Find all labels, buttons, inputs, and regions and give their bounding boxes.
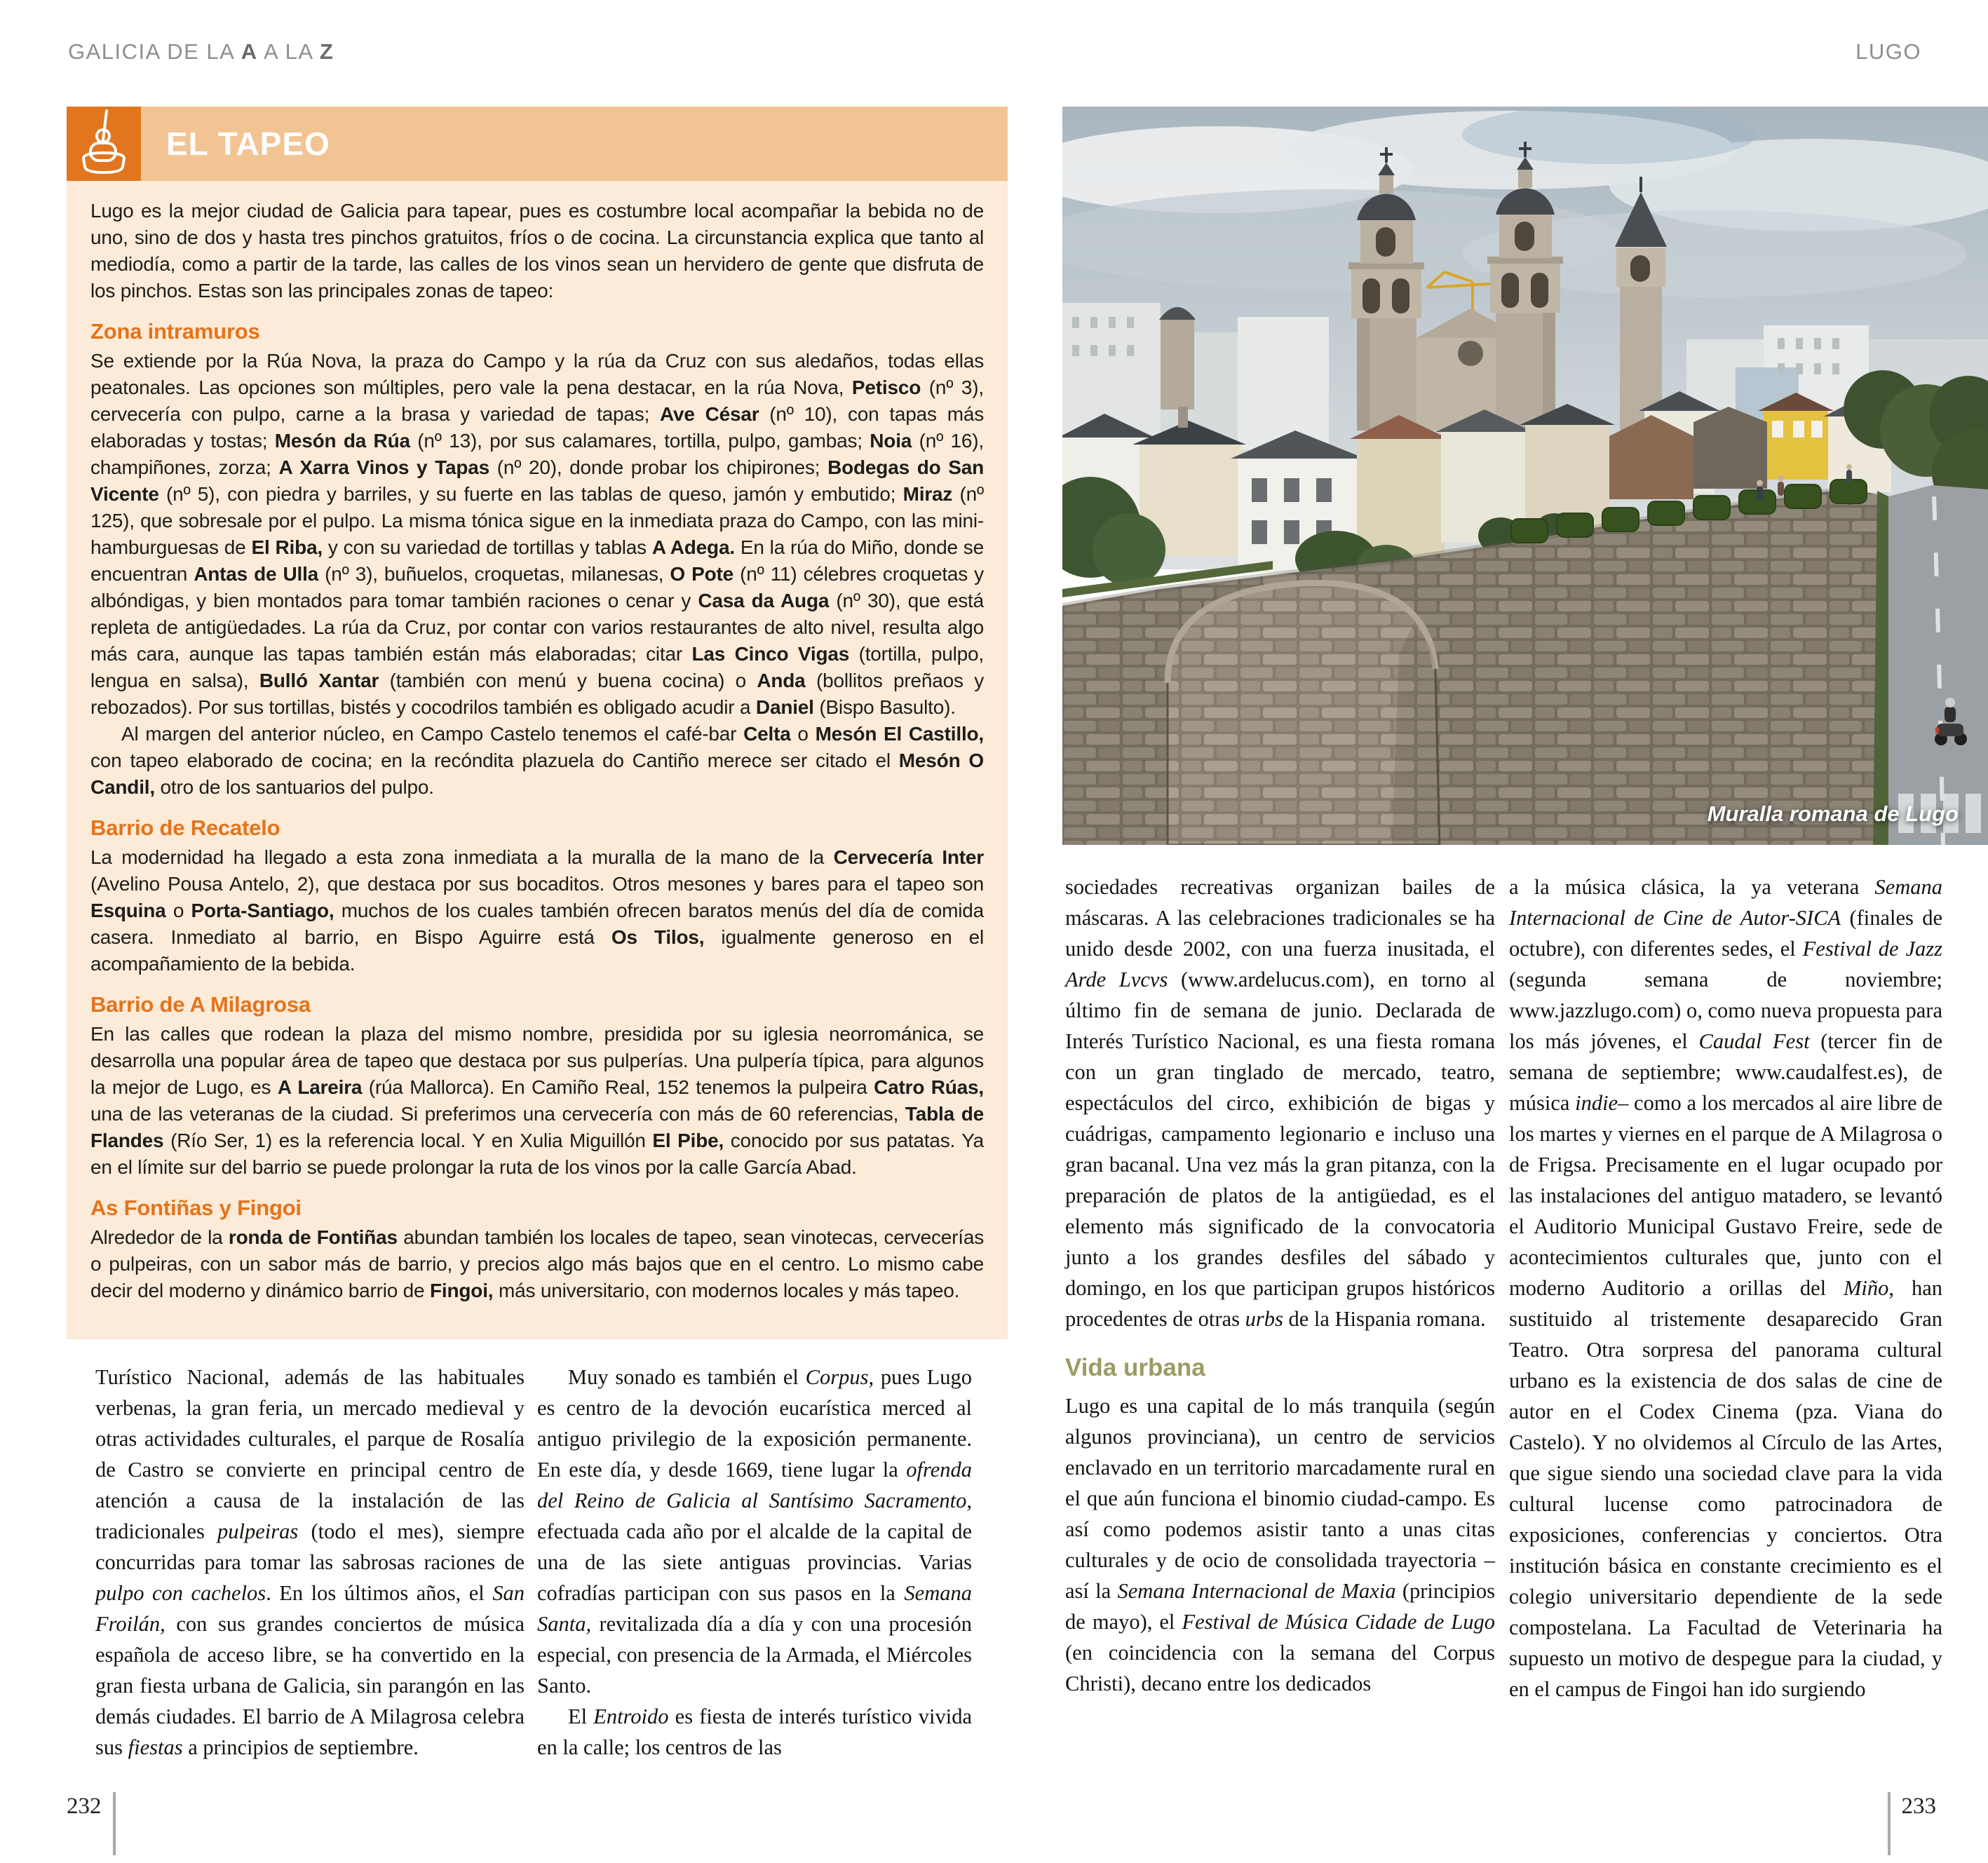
folio-bar <box>1888 1792 1891 1855</box>
folio-left <box>67 1792 116 1855</box>
page-number-right: 233 <box>1901 1794 1936 1819</box>
section-paragraph: Alrededor de la ronda de Fontiñas abundan también los locales de tapeo, sean vinotecas, cervecerías o pulpeiras, con un sabor más de barrio, y precios algo más bajos que en el centro. Lo mismo cabe decir del moderno y dinámico barrio de Fingoi, más universitario, con modernos locales y más tapeo. <box>90 1226 984 1301</box>
section-paragraph: En las calles que rodean la plaza del mismo nombre, presidida por su iglesia neorrománica, se desarrolla una popular área de tapeo que destaca por sus pulperías. Una pulpería típica, para algunos la mejor de Lugo, es A Lareira (rúa Mallorca). En Camiño Real, 152 tenemos la pulpeira Catro Rúas, una de las veteranas de la ciudad. Si preferimos una cervecería con más de 60 referencias, Tabla de Flandes (Río Ser, 1) es la referencia local. Y en Xulia Miguillón El Pibe, conocido por sus patatas. Ya en el límite sur del barrio se puede prolongar la ruta de los vinos por la calle García Abad. <box>90 1023 985 1178</box>
section-heading-fontinas-fingoi: As Fontiñas y Fingoi <box>90 1195 302 1220</box>
section-heading-zona-intramuros: Zona intramuros <box>90 319 260 344</box>
muralla-photo <box>1062 107 1988 845</box>
el-tapeo-box <box>67 107 1008 1339</box>
column-right-2 <box>1509 872 1942 1829</box>
folio-bar <box>113 1792 116 1855</box>
paragraph: Turístico Nacional, además de las habituales verbenas, la gran feria, un mercado medieval y otras actividades culturales, el parque de Rosalía de Castro se convierte en principal centro de atención a causa de la instalación de las tradicionales pulpeiras (todo el mes), siempre concurridas para tomar las sabrosas raciones de pulpo con cachelos. En los últimos años, el San Froilán, con sus grandes conciertos de música española de acceso libre, se ha convertido en la gran fiesta urbana de Galicia, sin parangón en las demás ciudades. El barrio de A Milagrosa celebra sus fiestas a principios de septiembre. <box>95 1365 525 1759</box>
paragraph: Muy sonado es también el Corpus, pues Lugo es centro de la devoción eucarística merced al antiguo privilegio de la exposición permanente. En este día, y desde 1669, tiene lugar la ofrenda del Reino de Galicia al Santísimo Sacramento, efectuada cada año por el alcalde de la capital de una de las siete antiguas provincias. Varias cofradías participan con sus pasos en la Semana Santa, revitalizada día a día y con una procesión especial, con presencia de la Armada, el Miércoles Santo. <box>537 1365 972 1698</box>
photo-illustration <box>1062 107 1988 845</box>
paragraph: sociedades recreativas organizan bailes de máscaras. A las celebraciones tradicionales se ha unido desde 2002, con una fuerza inusitada, el Arde Lvcvs (www.ardelucus.com), en torno al último fin de semana de junio. Declarada de Interés Turístico Nacional, es una fiesta romana con un gran tinglado de mercado, teatro, espectáculos del circo, exhibición de bigas y cuádrigas, campamento legionario e incluso una gran bacanal. Una vez más la gran pitanza, con la preparación de platos de la antigüedad, es el elemento más significado de la convocatoria junto a los grandes desfiles del sábado y domingo, en los que participan grupos históricos procedentes de otras urbs de la Hispania romana. <box>1065 875 1495 1331</box>
column-left-1 <box>95 1362 525 1838</box>
box-title: EL TAPEO <box>166 126 330 162</box>
section-paragraph: La modernidad ha llegado a esta zona inmediata a la muralla de la mano de la Cervecería Inter (Avelino Pousa Antelo, 2), que destaca por sus bocaditos. Otros mesones y bares para el tapeo son Esquina o Porta-Santiago, muchos de los cuales también ofrecen baratos menús del día de comida casera. Inmediato al barrio, en Bispo Aguirre está Os Tilos, igualmente generoso en el acompañamiento de la bebida. <box>90 846 985 975</box>
folio-right <box>1888 1792 1937 1855</box>
road <box>1873 485 1988 845</box>
pincho-icon <box>67 107 141 181</box>
el-tapeo-header <box>67 107 1008 181</box>
section-paragraph: Al margen del anterior núcleo, en Campo Castelo tenemos el café-bar Celta o Mesón El Castillo, con tapeo elaborado de cocina; en la recóndita plazuela do Cantiño merece ser citado el Mesón O Candil, otro de los santuarios del pulpo. <box>90 723 985 798</box>
running-header-right: LUGO <box>1855 39 1921 64</box>
vida-urbana-heading: Vida urbana <box>1065 1354 1205 1381</box>
section-heading-barrio-milagrosa: Barrio de A Milagrosa <box>90 992 311 1017</box>
paragraph: El Entroido es fiesta de interés turístico vivida en la calle; los centros de las <box>537 1705 972 1759</box>
photo-caption: Muralla romana de Lugo <box>1707 801 1959 826</box>
paragraph: a la música clásica, la ya veterana Semana Internacional de Cine de Autor-SICA (finales de octubre), con diferentes sedes, el Festival de Jazz (segunda semana de noviembre; www.jazzlugo.com) o, como nueva propuesta para los más jóvenes, el Caudal Fest (tercer fin de semana de septiembre; www.caudalfest.es), de música indie– como a los mercados al aire libre de los martes y viernes en el parque de A Milagrosa o de Frigsa. Precisamente en el lugar ocupado por las instalaciones del antiguo matadero, se levantó el Auditorio Municipal Gustavo Freire, sede de acontecimientos culturales que, junto con el moderno Auditorio a orillas del Miño, han sustituido al tristemente desaparecido Gran Teatro. Otra sorpresa del panorama cultural urbano es la existencia de dos salas de cine de autor en el Codex Cinema (pza. Viana do Castelo). Y no olvidemos al Círculo de las Artes, que sigue siendo una sociedad clave para la vida cultural lucense como patrocinadora de exposiciones, conferencias y conciertos. Otra institución básica en constante crecimiento es el colegio universitario dependiente de la sede compostelana. La Facultad de Veterinaria ha supuesto un motivo de despegue para la ciudad, y en el campus de Fingoi han ido surgiendo <box>1509 875 1943 1701</box>
section-heading-barrio-recatelo: Barrio de Recatelo <box>90 815 280 840</box>
tapeo-intro: Lugo es la mejor ciudad de Galicia para tapear, pues es costumbre local acompañar la bebida no de uno, sino de dos y hasta tres pinchos gratuitos, fríos o de cocina. La circunstancia explica que tanto al mediodía, como a partir de la tarde, las calles de los vinos sean un hervidero de gente que disfruta de los pinchos. Estas son las principales zonas de tapeo: <box>90 200 984 302</box>
column-left-2 <box>537 1362 972 1838</box>
running-header-left: GALICIA DE LA A A LA Z <box>68 39 334 64</box>
page-number-left: 232 <box>67 1794 102 1819</box>
el-tapeo-body <box>67 181 1008 1339</box>
column-right-1 <box>1065 872 1495 1829</box>
paragraph: Lugo es una capital de lo más tranquila (según algunos provinciana), un centro de servicios enclavado en un territorio marcadamente rural en el que aún funciona el binomio ciudad-campo. Es así como podemos asistir tanto a unas citas culturales y de ocio de consolidada trayectoria –así la Semana Internacional de Maxia (principios de mayo), el Festival de Música Cidade de Lugo (en coincidencia con la semana del Corpus Christi), decano entre los dedicados <box>1065 1394 1495 1695</box>
section-paragraph: Se extiende por la Rúa Nova, la praza do Campo y la rúa da Cruz con sus aledaños, todas ellas peatonales. Las opciones son múltiples, pero vale la pena destacar, en la rúa Nova, Petisco (nº 3), cervecería con pulpo, carne a la brasa y variedad de tapas; Ave César (nº 10), con tapas más elaboradas y tostas; Mesón da Rúa (nº 13), por sus calamares, tortilla, pulpo, gambas; Noia (nº 16), champiñones, zorza; A Xarra Vinos y Tapas (nº 20), donde probar los chipirones; Bodegas do San Vicente (nº 5), con piedra y barriles, y su fuerte en las tablas de queso, jamón y embutido; Miraz (nº 125), que sobresale por el pulpo. La misma tónica sigue en la inmediata praza do Campo, con las mini-hamburguesas de El Riba, y con su variedad de tortillas y tablas A Adega. En la rúa do Miño, donde se encuentran Antas de Ulla (nº 3), buñuelos, croquetas, milanesas, O Pote (nº 11) célebres croquetas y albóndigas, y bien montados para tomar también raciones o cenar y Casa da Auga (nº 30), que está repleta de antigüedades. La rúa da Cruz, por contar con varios restaurantes de alto nivel, resulta algo más cara, aunque las tapas también están más elaboradas; citar Las Cinco Vigas (tortilla, pulpo, lengua en salsa), Bulló Xantar (también con menú y buena cocina) o Anda (bollitos preñaos y rebozados). Por sus tortillas, bistés y cocodrilos también es obligado acudir a Daniel (Bispo Basulto). <box>90 350 985 718</box>
